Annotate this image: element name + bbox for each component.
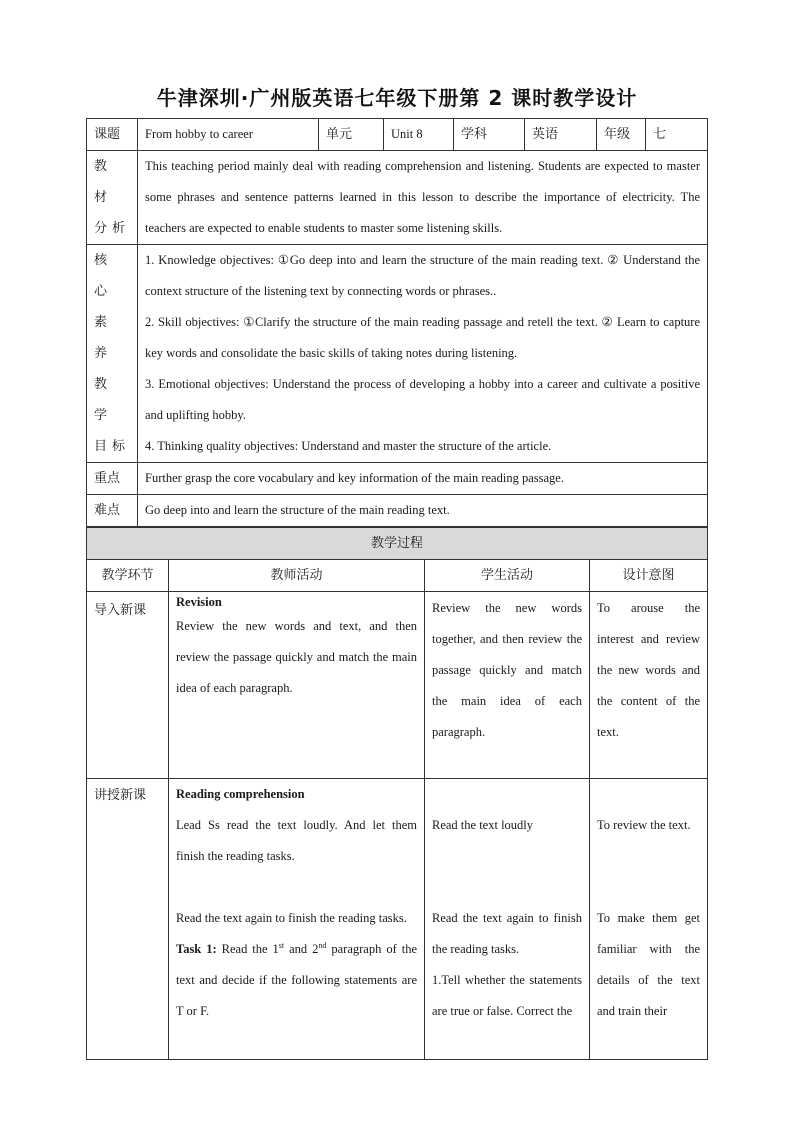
teaching-process-table [86,527,708,1060]
teacher-activity [169,779,425,1060]
subject-value: 英语 [525,119,597,151]
teacher-activity-title: Revision [176,595,222,609]
objectives-label [87,245,138,463]
teacher-activity-text: Lead Ss read the text loudly. And let them finish the reading tasks. [176,818,417,863]
objectives-label-line: 素 养 [94,315,113,361]
objective-item: 4. Thinking quality objectives: Understand and master the structure of the article. [145,439,552,453]
info-row [87,119,708,151]
page-title: 牛津深圳·广州版英语七年级下册第 2 课时教学设计 [156,86,638,110]
objectives-text [138,245,708,463]
analysis-label-line2: 分析 [94,221,131,236]
unit-value: Unit 8 [384,119,454,151]
teacher-activity-text: Review the new words and text, and then review the passage quickly and match the main idea of each paragraph. [176,619,417,695]
student-activity-text: Read the text loudly [432,818,534,832]
unit-label: 单元 [319,119,384,151]
key-point-label: 重点 [87,463,138,495]
stage-row [87,779,708,1060]
topic-label: 课题 [87,119,138,151]
objectives-label-line: 教 学 [94,377,113,423]
stage-name: 导入新课 [87,592,169,779]
difficult-point-row [87,495,708,527]
analysis-label-line1: 教 材 [94,159,113,205]
subject-label: 学科 [454,119,525,151]
teacher-activity [169,592,425,779]
process-header: 教学过程 [87,528,708,560]
grade-label: 年级 [597,119,646,151]
objective-item: 1. Knowledge objectives: ①Go deep into and learn the structure of the main reading text. ② Understand the context structure of the listening text by connecting words or phrases.. [145,253,700,298]
task-text: Task 1: Read the 1st and 2nd paragraph of the text and decide if the following statements are T or F. [176,940,417,1018]
objective-item: 2. Skill objectives: ①Clarify the structure of the main reading passage and retell the text. ② Learn to capture key words and consolidate the basic skills of taking notes during listening. [145,315,700,360]
process-header-row [87,528,708,560]
objectives-label-line: 目标 [94,439,131,454]
key-point-text: Further grasp the core vocabulary and key information of the main reading passage. [138,463,708,495]
student-activity [425,779,590,1060]
column-stage: 教学环节 [87,560,169,592]
column-intent: 设计意图 [590,560,708,592]
grade-value: 七 [646,119,708,151]
key-point-row [87,463,708,495]
design-intent-text: To make them get familiar with the details of the text and train their [597,911,701,1018]
student-activity-text: Read the text again to finish the reading tasks. [432,911,582,956]
design-intent: To arouse the interest and review the new words and the content of the text. [590,592,708,779]
design-intent-text: To review the text. [597,818,691,832]
column-student: 学生活动 [425,560,590,592]
analysis-label [87,151,138,245]
topic-value: From hobby to career [138,119,319,151]
teacher-activity-title: Reading comprehension [176,787,305,801]
column-teacher: 教师活动 [169,560,425,592]
objectives-label-line: 核 心 [94,253,113,299]
objectives-row [87,245,708,463]
process-columns-row [87,560,708,592]
stage-name: 讲授新课 [87,779,169,1060]
analysis-row [87,151,708,245]
objective-item: 3. Emotional objectives: Understand the process of developing a hobby into a career and cultivate a positive and uplifting hobby. [145,377,700,422]
design-intent [590,779,708,1060]
difficult-point-text: Go deep into and learn the structure of the main reading text. [138,495,708,527]
task-label: Task 1: [176,942,217,956]
stage-row [87,592,708,779]
lesson-info-table [86,118,708,527]
student-activity: Review the new words together, and then review the passage quickly and match the main idea of each paragraph. [425,592,590,779]
analysis-text: This teaching period mainly deal with reading comprehension and listening. Students are expected to master some phrases and sentence patterns learned in this lesson to describe the importance of electricity. The teachers are expected to enable students to master some listening skills. [138,151,708,245]
teacher-activity-text: Read the text again to finish the reading tasks. [176,911,407,925]
difficult-point-label: 难点 [87,495,138,527]
student-activity-text: 1.Tell whether the statements are true or false. Correct the [432,973,582,1018]
